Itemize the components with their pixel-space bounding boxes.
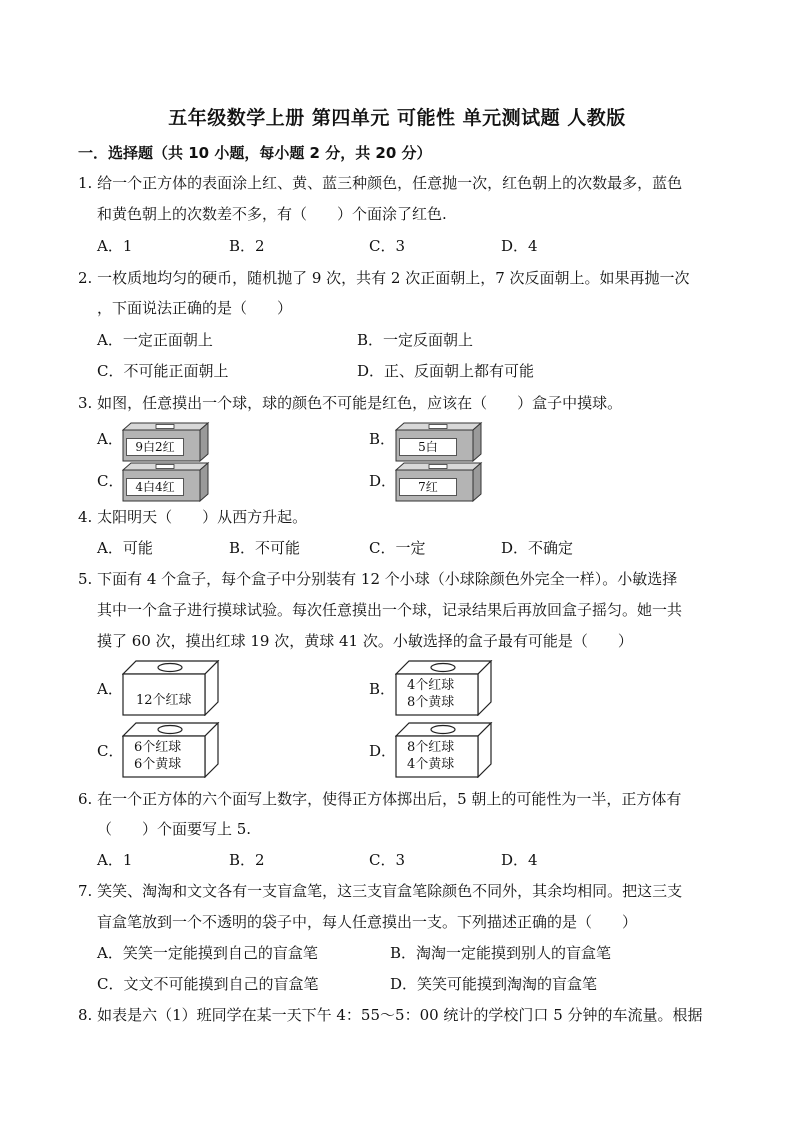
q2-option-b: B．一定反面朝上 (357, 331, 474, 349)
q6-option-c: C．3 (369, 851, 406, 869)
q5-option-a-letter: A． (97, 680, 123, 698)
q7-option-c: C．文文不可能摸到自己的盲盒笔 (97, 975, 319, 993)
question-8-text: 8. 如表是六（1）班同学在某一天下午 4：55～5：00 统计的学校门口 5 分钟的车流量。根据 (78, 1006, 703, 1024)
q4-option-b: B．不可能 (229, 539, 301, 557)
q2-option-d: D．正、反面朝上都有可能 (357, 362, 535, 380)
q5-option-c-letter: C． (97, 742, 124, 760)
page-title: 五年级数学上册 第四单元 可能性 单元测试题 人教版 (168, 107, 626, 129)
q1-option-a: A．1 (97, 237, 133, 255)
q3-option-a-letter: A． (97, 430, 123, 448)
q7-option-d: D．笑笑可能摸到淘淘的盲盒笔 (390, 975, 598, 993)
q5-box-b-line1: 4个红球 (407, 678, 455, 693)
q3-box-c-label: 4白4红 (126, 478, 184, 496)
q5-box-d-line2: 4个黄球 (407, 757, 455, 772)
q4-option-c: C．一定 (369, 539, 426, 557)
q5-box-c-line1: 6个红球 (134, 740, 182, 755)
q3-box-b (395, 422, 485, 462)
q3-box-b-label: 5白 (399, 438, 457, 456)
q3-box-a-label: 9白2红 (126, 438, 184, 456)
q1-option-c: C．3 (369, 237, 406, 255)
q5-box-c-line2: 6个黄球 (134, 757, 182, 772)
q2-option-c: C．不可能正面朝上 (97, 362, 229, 380)
question-5-text: 5. 下面有 4 个盒子，每个盒子中分别装有 12 个小球（小球除颜色外完全一样）。小敏选择 (78, 570, 678, 588)
q3-option-b-letter: B． (369, 430, 396, 448)
question-2-text-cont: ，下面说法正确的是（ ） (97, 299, 293, 317)
q3-option-d-letter: D． (369, 472, 397, 490)
q3-box-c (122, 462, 212, 502)
question-1-text: 1. 给一个正方体的表面涂上红、黄、蓝三种颜色，任意抛一次，红色朝上的次数最多，蓝色 (78, 174, 683, 192)
question-5-text-cont2: 摸了 60 次，摸出红球 19 次，黄球 41 次。小敏选择的盒子最有可能是（ ） (97, 632, 633, 650)
q5-box-a (122, 660, 220, 716)
q7-option-b: B．淘淘一定能摸到别人的盲盒笔 (390, 944, 612, 962)
q5-box-c (122, 722, 220, 778)
q4-option-d: D．不确定 (501, 539, 574, 557)
question-6-text: 6. 在一个正方体的六个面写上数字，使得正方体掷出后，5 朝上的可能性为一半，正方体有 (78, 790, 682, 808)
q3-box-a (122, 422, 212, 462)
question-7-text-cont: 盲盒笔放到一个不透明的袋子中，每人任意摸出一支。下列描述正确的是（ ） (97, 913, 638, 931)
q3-box-d (395, 462, 485, 502)
q3-box-d-label: 7红 (399, 478, 457, 496)
question-4-text: 4. 太阳明天（ ）从西方升起。 (78, 508, 308, 526)
question-2-text: 2. 一枚质地均匀的硬币，随机抛了 9 次，共有 2 次正面朝上，7 次反面朝上。如果再抛一次 (78, 269, 690, 287)
q2-option-a: A．一定正面朝上 (97, 331, 213, 349)
question-7-text: 7. 笑笑、淘淘和文文各有一支盲盒笔，这三支盲盒笔除颜色不同外，其余均相同。把这三支 (78, 882, 683, 900)
question-5-text-cont1: 其中一个盒子进行摸球试验。每次任意摸出一个球，记录结果后再放回盒子摇匀。她一共 (97, 601, 683, 619)
q6-option-d: D．4 (501, 851, 538, 869)
question-1-text-cont: 和黄色朝上的次数差不多，有（ ）个面涂了红色. (97, 205, 447, 223)
section-heading: 一．选择题（共 10 小题，每小题 2 分，共 20 分） (78, 144, 432, 162)
q3-option-c-letter: C． (97, 472, 124, 490)
q5-option-b-letter: B． (369, 680, 396, 698)
q5-box-a-line1: 12个红球 (136, 693, 192, 708)
q1-option-d: D．4 (501, 237, 538, 255)
q5-box-b (395, 660, 493, 716)
q4-option-a: A．可能 (97, 539, 153, 557)
q5-option-d-letter: D． (369, 742, 397, 760)
question-6-text-cont: （ ）个面要写上 5. (97, 820, 252, 838)
q7-option-a: A．笑笑一定能摸到自己的盲盒笔 (97, 944, 318, 962)
q1-option-b: B．2 (229, 237, 265, 255)
question-3-text: 3. 如图，任意摸出一个球，球的颜色不可能是红色，应该在（ ）盒子中摸球。 (78, 394, 623, 412)
q5-box-d-line1: 8个红球 (407, 740, 455, 755)
q5-box-b-line2: 8个黄球 (407, 695, 455, 710)
q5-box-d (395, 722, 493, 778)
q6-option-a: A．1 (97, 851, 133, 869)
q6-option-b: B．2 (229, 851, 265, 869)
